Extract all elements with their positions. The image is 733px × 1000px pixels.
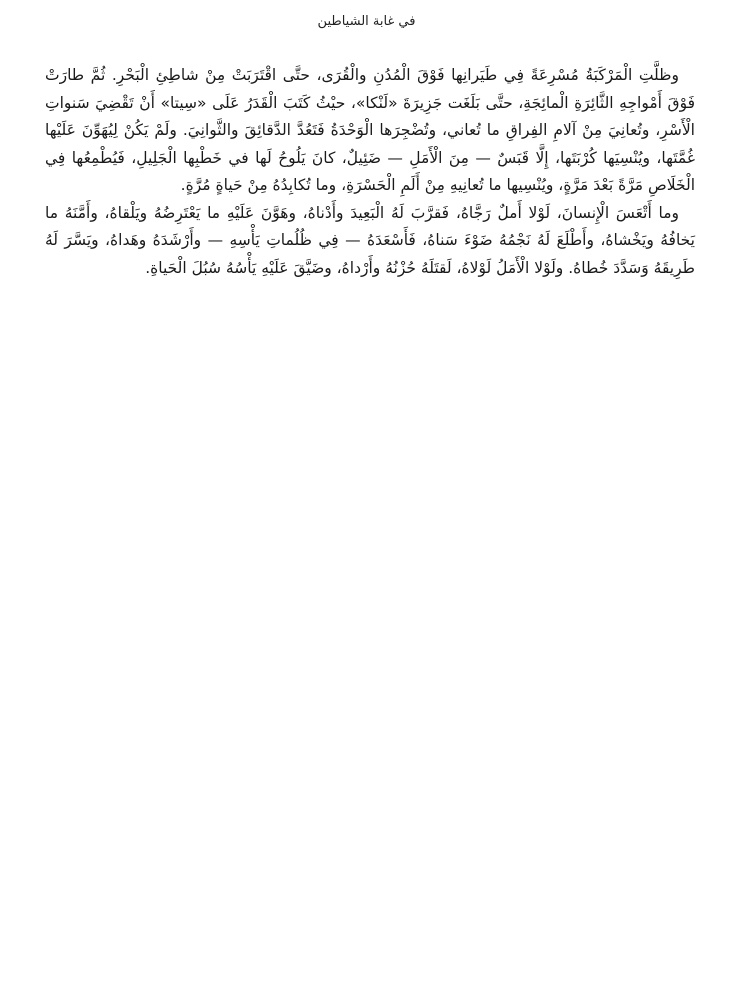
paragraph-2: وما أَتْعَسَ الْإِنسانَ، لَوْلا أَملٌ رَجَّاهُ، فَقرَّبَ لَهُ الْبَعِيدَ وأَدْناهُ، وهَوَّنَ عَلَيْهِ ما يَعْتَرِضُهُ ويَلْقاهُ، وأَمَّنَهُ ما يَخافُهُ ويَخْشاهُ، وأَطْلَعَ لَهُ نَجْمُهُ ضَوْءَ سَناهُ، فَأَسْعَدَهُ — فِي ظُلُماتِ يَأْسِهِ — وأَرْشَدَهُ وهَداهُ، ويَسَّرَ لَهُ طَرِيقَهُ وَسَدَّدَ خُطاهُ. ولَوْلا الْأَمَلُ لَوْلاهُ، لَقتَلَهُ حُزْنُهُ وأَرْداهُ، وضَيَّقَ عَلَيْهِ يَأْسُهُ سُبُلَ الْحَياةِ. xyxy=(45,203,695,277)
running-header-title: في غابة الشياطين xyxy=(317,14,416,29)
paragraph-1: وظلَّتِ الْمَرْكَبَةُ مُسْرِعَةً فِي طَيَرانِها فَوْقَ الْمُدُنِ والْقُرَى، حتَّى اقْتَرَبَتْ مِنْ شاطِئِ الْبَحْرِ. ثُمَّ طارَتْ فَوْقَ أَمْواجِهِ الثَّائِرَةِ الْمائِجَةِ، حتَّى بَلَغَت جَزِيرَةَ «لَنْكا»، حيْثُ كَتَبَ الْقَدَرُ عَلَى «سِيتا» أَنْ تَقْضِيَ سَنواتِ الْأَسْرِ، وتُعانِيَ مِنْ آلامِ الفِراقِ ما تُعاني، وتُضْجِرَها الْوَحْدَةُ فَتَعُدَّ الدَّقائِقَ والثَّوانِيَ. ولَمْ يَكُنْ لِيُهَوِّنَ عَلَيْها غُمَّتَها، ويُنْسِيَها كُرْبَتَها، إِلَّا قَبَسٌ — مِنَ الْأَمَلِ — ضَئِيلٌ، كانَ يَلُوحُ لَها في خَطْبِها الْجَلِيلِ، فَيُطْمِعُها فِي الْخَلَاصِ مَرَّةً بَعْدَ مَرَّةٍ، ويُنْسِيها ما تُعانِيهِ مِنْ أَلَمِ الْحَسْرَةِ، وما تُكابِدُهُ مِنْ حَياةٍ مُرَّةٍ. xyxy=(45,66,695,194)
body-text xyxy=(45,62,695,282)
